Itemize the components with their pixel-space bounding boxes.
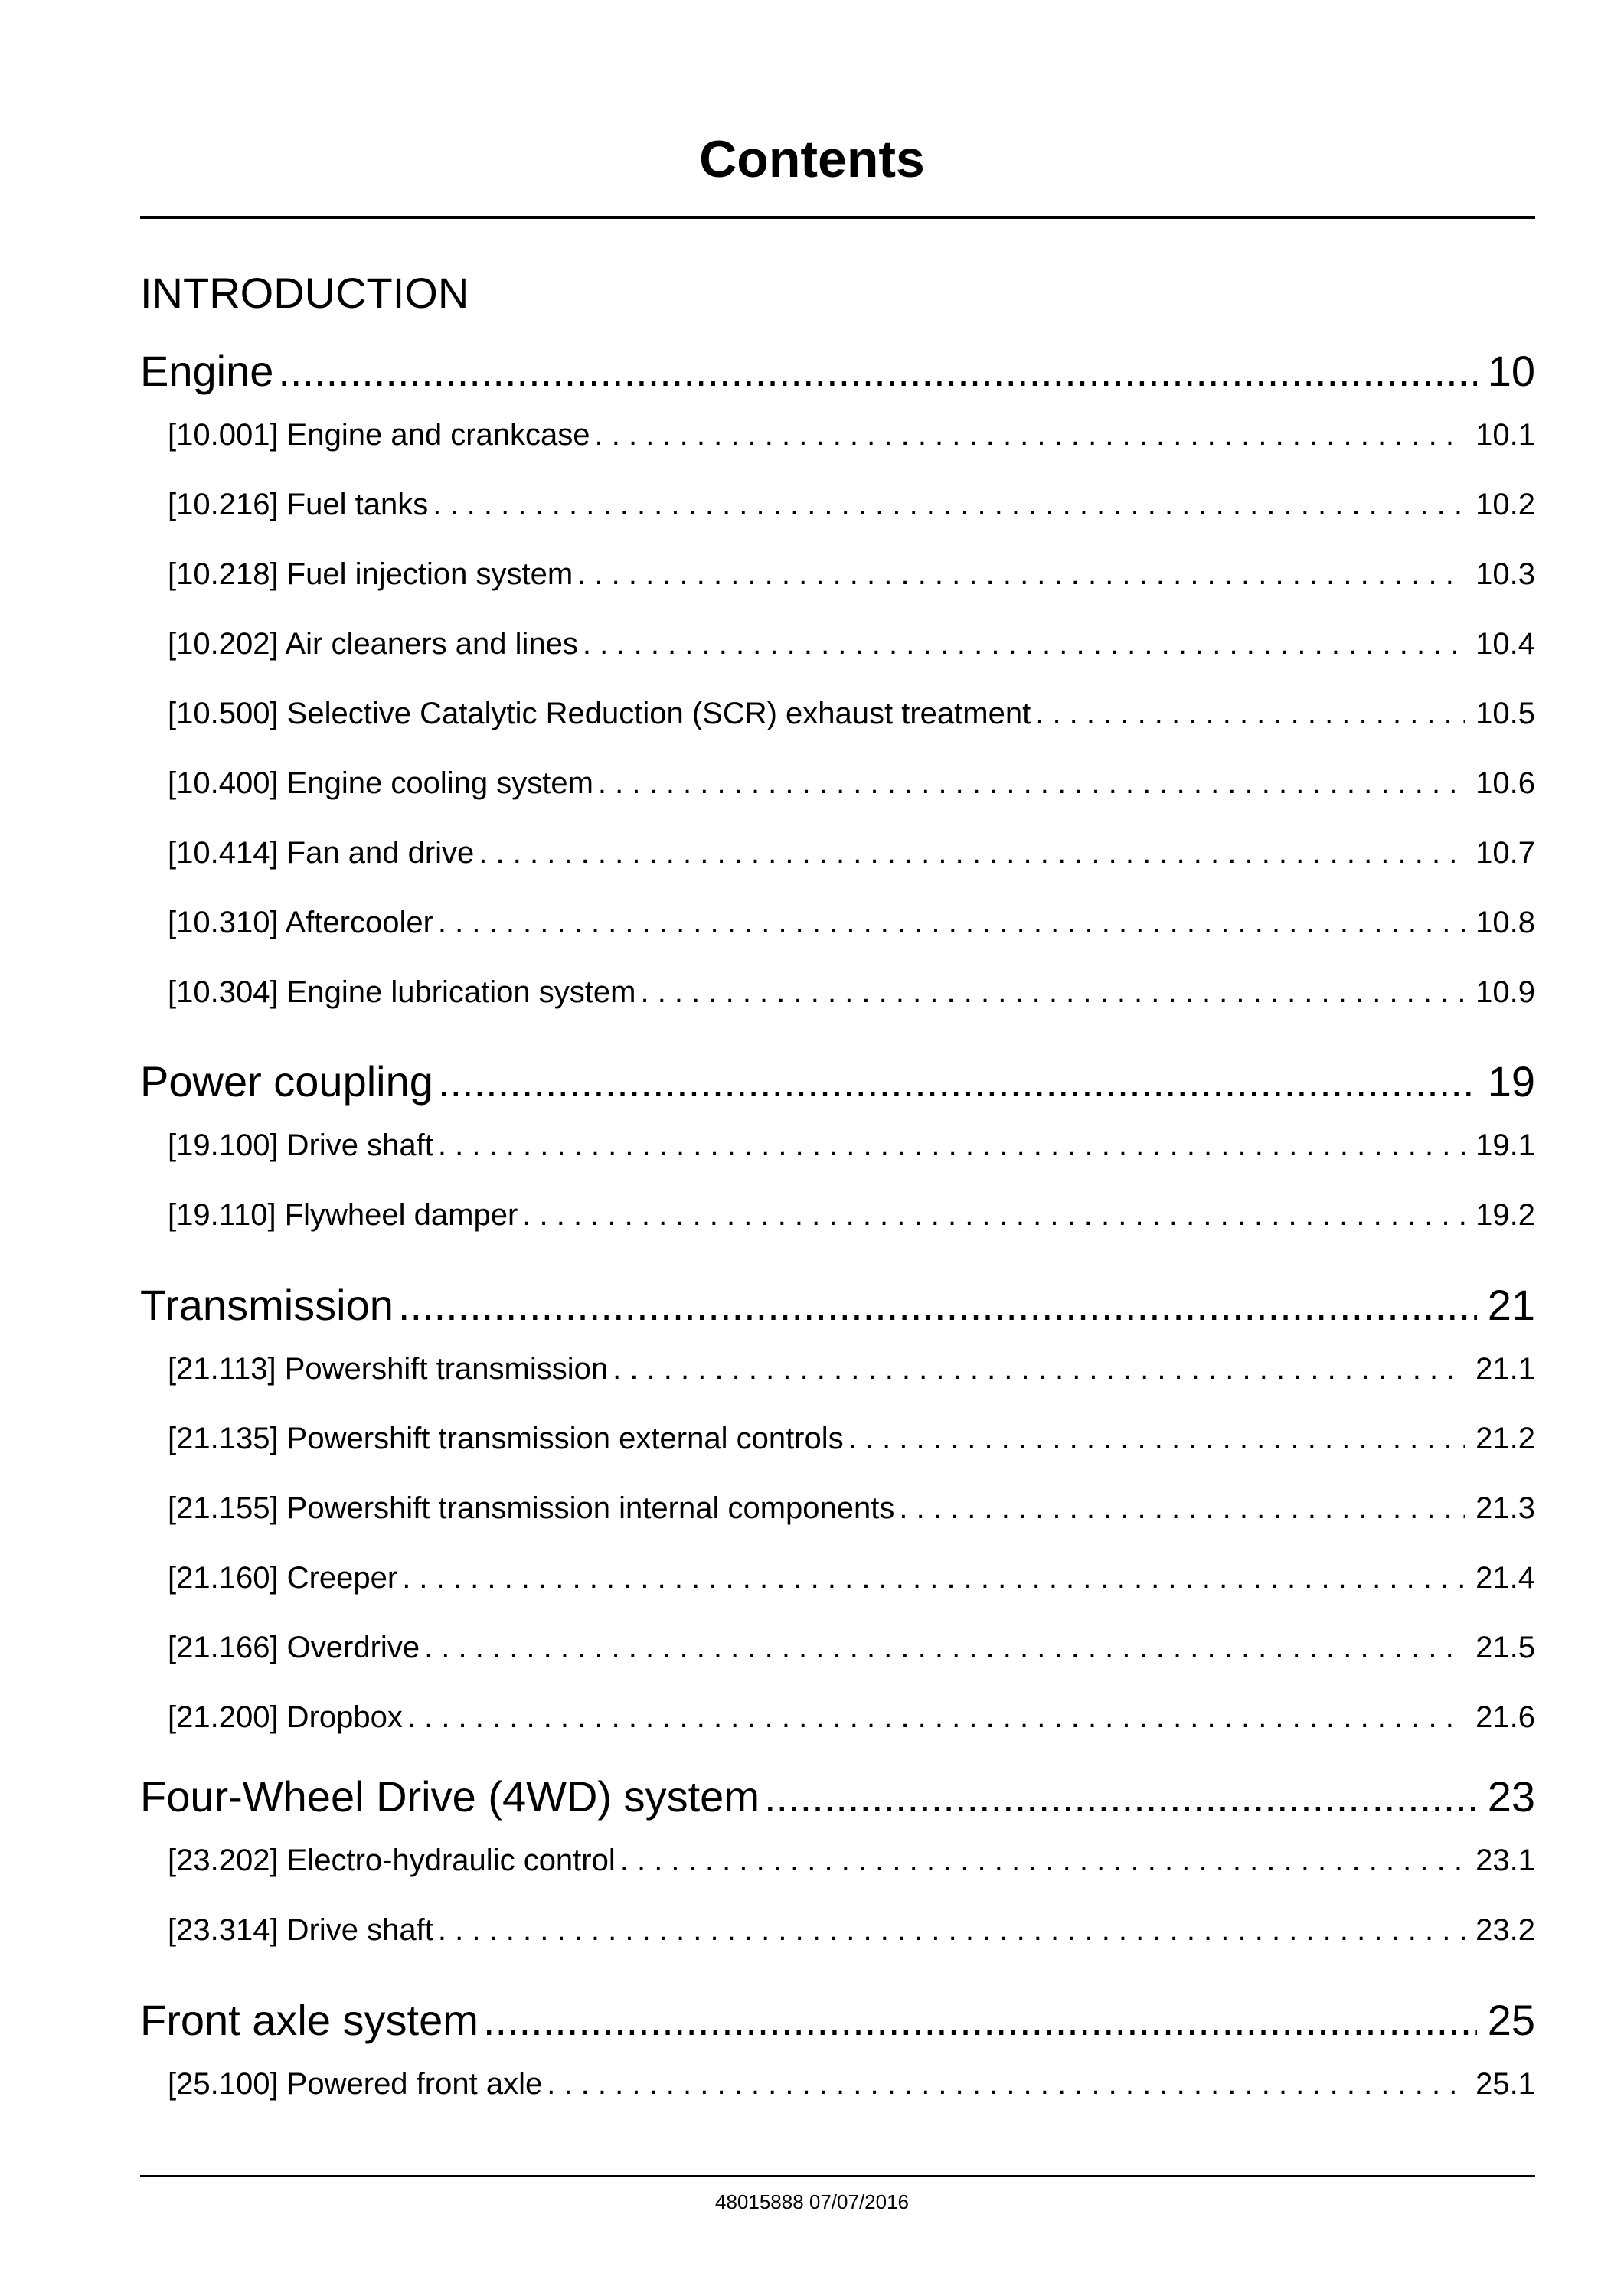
toc-section[interactable] [140, 1279, 1535, 1332]
toc-label: [19.100] Drive shaft [168, 1128, 433, 1162]
toc-entry[interactable] [168, 415, 1535, 455]
toc-leader-dots [479, 833, 1465, 873]
toc-entry[interactable] [168, 554, 1535, 594]
toc-entry[interactable] [168, 2064, 1535, 2104]
toc-page-number: 21 [1487, 1281, 1535, 1329]
toc-leader-dots [438, 1910, 1465, 1950]
toc-label: Power coupling [140, 1057, 433, 1106]
toc-entry[interactable] [168, 694, 1535, 733]
toc-leader-dots [398, 1279, 1477, 1332]
toc-label: [21.135] Powershift transmission external controls [168, 1422, 844, 1455]
footer-document-id: 48015888 07/07/2016 [714, 2190, 910, 2213]
toc-page-number: 21.5 [1475, 1631, 1535, 1664]
toc-section[interactable] [140, 1770, 1535, 1824]
toc-page-number: 23 [1487, 1772, 1535, 1821]
toc-leader-dots [547, 2064, 1465, 2104]
toc-page-number: 21.3 [1475, 1491, 1535, 1525]
toc-label: [21.155] Powershift transmission internal components [168, 1491, 895, 1525]
toc-entry[interactable] [168, 1628, 1535, 1667]
toc-entry[interactable] [168, 624, 1535, 664]
toc-entry[interactable] [168, 1558, 1535, 1598]
toc-page-number: 10.8 [1475, 906, 1535, 939]
toc-page-number: 21.1 [1475, 1352, 1535, 1386]
toc-section[interactable] [140, 1055, 1535, 1109]
toc-leader-dots [577, 554, 1465, 594]
toc-leader-dots [620, 1840, 1465, 1880]
toc-label: [21.200] Dropbox [168, 1700, 403, 1734]
toc-leader-dots [899, 1488, 1465, 1528]
toc-entry[interactable] [168, 1125, 1535, 1165]
toc-page-number: 10.7 [1475, 836, 1535, 870]
toc-section[interactable] [140, 345, 1535, 398]
toc-label: Engine [140, 347, 274, 395]
toc-label: [25.100] Powered front axle [168, 2067, 543, 2101]
toc-entry[interactable] [168, 972, 1535, 1012]
toc-page-number: 10.2 [1475, 488, 1535, 521]
toc-page-number: 25 [1487, 1996, 1535, 2044]
footer-divider [140, 2175, 1535, 2177]
toc-page-number: 19.2 [1475, 1198, 1535, 1232]
toc-label: [10.001] Engine and crankcase [168, 418, 590, 452]
toc-label: [10.202] Air cleaners and lines [168, 627, 578, 661]
toc-leader-dots [522, 1195, 1465, 1235]
toc-entry[interactable] [168, 1488, 1535, 1528]
page-title: Contents [699, 130, 925, 188]
toc-label: [21.113] Powershift transmission [168, 1352, 609, 1386]
toc-leader-dots [438, 1125, 1465, 1165]
toc-leader-dots [402, 1558, 1465, 1598]
toc-label: [21.166] Overdrive [168, 1631, 420, 1664]
toc-entry[interactable] [168, 1910, 1535, 1950]
toc-leader-dots [640, 972, 1465, 1012]
toc-label: [21.160] Creeper [168, 1561, 398, 1595]
toc-entry[interactable] [168, 903, 1535, 942]
toc-label: [19.110] Flywheel damper [168, 1198, 518, 1232]
toc-label: [23.202] Electro-hydraulic control [168, 1844, 616, 1877]
toc-page-number: 21.4 [1475, 1561, 1535, 1595]
toc-entry[interactable] [168, 763, 1535, 803]
toc-label: [10.216] Fuel tanks [168, 488, 429, 521]
toc-leader-dots [764, 1770, 1477, 1824]
toc-section[interactable] [140, 1994, 1535, 2047]
toc-entry[interactable] [168, 1419, 1535, 1458]
toc-label: Transmission [140, 1281, 394, 1329]
toc-label: Four-Wheel Drive (4WD) system [140, 1772, 760, 1821]
toc-page-number: 25.1 [1475, 2067, 1535, 2101]
toc-page-number: 10 [1487, 347, 1535, 395]
toc-page-number: 23.2 [1475, 1913, 1535, 1947]
toc-entry[interactable] [168, 485, 1535, 524]
toc-label: [10.304] Engine lubrication system [168, 975, 636, 1009]
toc-leader-dots [848, 1419, 1466, 1458]
toc-entry[interactable] [168, 833, 1535, 873]
toc-label: [10.310] Aftercooler [168, 906, 433, 939]
introduction-heading: INTRODUCTION [140, 269, 469, 317]
toc-label: [10.414] Fan and drive [168, 836, 475, 870]
toc-entry[interactable] [168, 1349, 1535, 1389]
toc-leader-dots [1035, 694, 1465, 733]
toc-page-number: 10.9 [1475, 975, 1535, 1009]
toc-leader-dots [613, 1349, 1465, 1389]
toc-leader-dots [483, 1994, 1477, 2047]
toc-page-number: 10.4 [1475, 627, 1535, 661]
toc-page-number: 10.5 [1475, 697, 1535, 730]
toc-page-number: 23.1 [1475, 1844, 1535, 1877]
toc-label: [23.314] Drive shaft [168, 1913, 433, 1947]
toc-page-number: 21.6 [1475, 1700, 1535, 1734]
toc-leader-dots [278, 345, 1476, 398]
toc-page-number: 10.6 [1475, 766, 1535, 800]
toc-page-number: 19 [1487, 1057, 1535, 1106]
toc-page-number: 21.2 [1475, 1422, 1535, 1455]
toc-page-number: 19.1 [1475, 1128, 1535, 1162]
toc-leader-dots [407, 1697, 1465, 1737]
toc-leader-dots [433, 485, 1465, 524]
toc-label: [10.400] Engine cooling system [168, 766, 593, 800]
toc-label: Front axle system [140, 1996, 479, 2044]
toc-leader-dots [595, 415, 1466, 455]
toc-entry[interactable] [168, 1840, 1535, 1880]
toc-leader-dots [598, 763, 1465, 803]
toc-page-number: 10.3 [1475, 557, 1535, 591]
toc-leader-dots [583, 624, 1465, 664]
toc-leader-dots [438, 903, 1465, 942]
toc-label: [10.218] Fuel injection system [168, 557, 573, 591]
toc-entry[interactable] [168, 1195, 1535, 1235]
toc-label: [10.500] Selective Catalytic Reduction (SCR) exhaust treatment [168, 697, 1031, 730]
toc-leader-dots [438, 1055, 1477, 1109]
toc-entry[interactable] [168, 1697, 1535, 1737]
toc-leader-dots [424, 1628, 1465, 1667]
toc-page-number: 10.1 [1475, 418, 1535, 452]
